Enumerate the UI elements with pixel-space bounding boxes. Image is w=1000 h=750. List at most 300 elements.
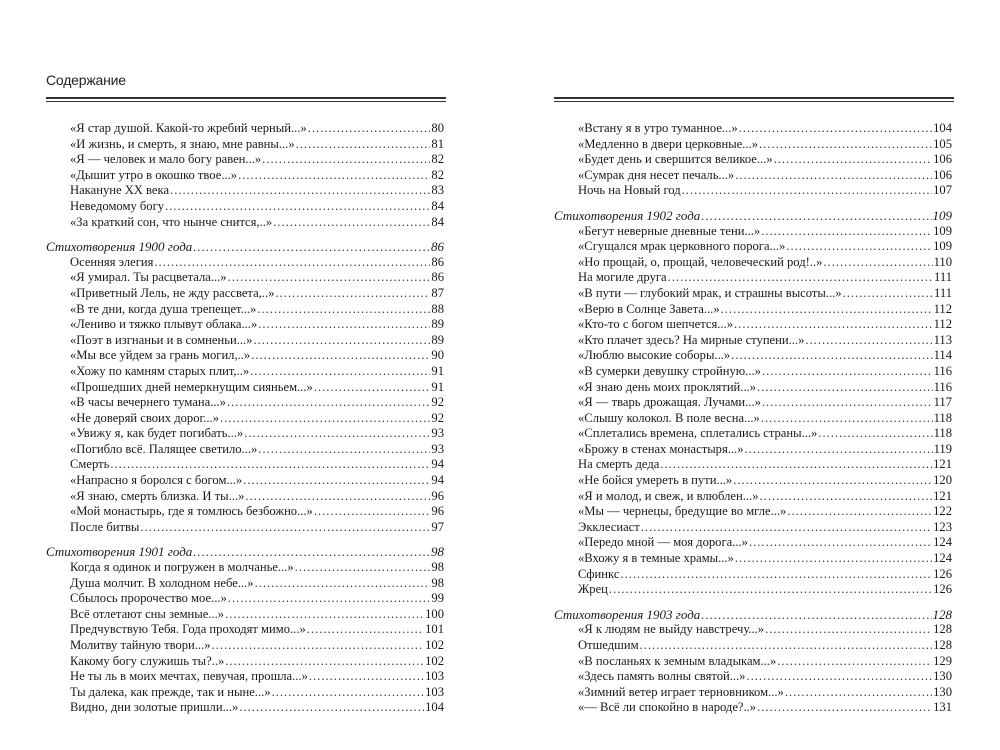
- entry-page-number: 111: [934, 285, 952, 300]
- dot-leader: [735, 168, 932, 184]
- toc-entry: [46, 489, 444, 505]
- entry-page-number: 109: [933, 239, 952, 254]
- dot-leader: [275, 286, 430, 302]
- toc-entry: [554, 535, 952, 551]
- entry-page-number: 116: [933, 379, 952, 394]
- dot-leader: [244, 426, 430, 442]
- dot-leader: [253, 333, 430, 349]
- entry-page-number: 87: [431, 285, 444, 300]
- entry-page-number: 86: [431, 254, 444, 269]
- entry-title: Стихотворения 1902 года: [554, 207, 701, 223]
- entry-title: Сбылось пророчество мое...»: [70, 591, 227, 606]
- entry-page-number: 128: [933, 622, 952, 637]
- entry-page-number: 126: [933, 566, 952, 581]
- toc-entry: [554, 286, 952, 302]
- entry-page-number: 112: [933, 301, 952, 316]
- entry-title: «Я — человек и мало богу равен...»: [70, 152, 262, 167]
- dot-leader: [314, 380, 431, 396]
- dot-leader: [761, 224, 932, 240]
- dot-leader: [761, 411, 933, 427]
- dot-leader: [762, 395, 933, 411]
- entry-title: «Я знаю, смерть близка. И ты...»: [70, 488, 245, 503]
- entry-page-number: 98: [431, 575, 444, 590]
- entry-title: Стихотворения 1901 года: [46, 544, 193, 560]
- dot-leader: [774, 152, 933, 168]
- entry-page-number: 86: [431, 239, 444, 255]
- entry-title: На могиле друга: [578, 270, 667, 285]
- toc-entry: [46, 607, 444, 623]
- toc-entry: [46, 168, 444, 184]
- entry-title: Ночь на Новый год: [578, 183, 681, 198]
- entry-title: Осенняя элегия: [70, 254, 154, 269]
- entry-title: Жрец: [578, 582, 608, 597]
- entry-title: Видно, дни золотые пришли...»: [70, 700, 239, 715]
- dot-leader: [843, 286, 933, 302]
- entry-page-number: 116: [933, 363, 952, 378]
- entry-page-number: 90: [431, 348, 444, 363]
- entry-page-number: 113: [933, 332, 952, 347]
- entry-page-number: 100: [425, 606, 444, 621]
- entry-title: «Слышу колокол. В поле весна...»: [578, 410, 760, 425]
- toc-entry: [46, 199, 444, 215]
- toc-entry: [46, 317, 444, 333]
- entry-page-number: 91: [431, 363, 444, 378]
- toc-entry: [46, 137, 444, 153]
- toc-entry: [554, 333, 952, 349]
- toc-entry: [554, 489, 952, 505]
- entry-page-number: 121: [933, 488, 952, 503]
- toc-entry: [554, 504, 952, 520]
- toc-entry: [554, 270, 952, 286]
- toc-entry: [46, 183, 444, 199]
- dot-leader: [668, 270, 933, 286]
- entry-page-number: 84: [431, 214, 444, 229]
- entry-page-number: 86: [431, 270, 444, 285]
- entry-title: Молитву тайную твори...»: [70, 638, 211, 652]
- entry-page-number: 94: [431, 457, 444, 472]
- entry-title: «Вхожу я в темные храмы...»: [578, 551, 734, 566]
- entry-title: Неведомому богу: [70, 198, 165, 213]
- entry-title: «Кто плачет здесь? На мирные ступени...»: [578, 332, 805, 347]
- entry-page-number: 91: [431, 379, 444, 394]
- toc-entry: [554, 582, 952, 598]
- entry-title: «Поэт в изгнаньи и в сомненьи...»: [70, 332, 253, 347]
- entry-page-number: 117: [933, 395, 952, 410]
- dot-leader: [759, 137, 932, 153]
- entry-page-number: 128: [933, 638, 952, 652]
- dot-leader: [170, 183, 430, 199]
- toc-entry: [46, 215, 444, 231]
- entry-page-number: 111: [934, 270, 952, 285]
- entry-page-number: 96: [431, 488, 444, 503]
- entry-title: «В те дни, когда душа трепещет...»: [70, 301, 257, 316]
- toc-column-right: [554, 121, 952, 716]
- toc-entry: [46, 380, 444, 396]
- dot-leader: [757, 700, 932, 716]
- dot-leader: [220, 411, 430, 427]
- dot-leader: [786, 239, 932, 255]
- dot-leader: [760, 489, 933, 505]
- entry-page-number: 81: [431, 136, 444, 151]
- entry-page-number: 107: [933, 183, 952, 198]
- dot-leader: [739, 121, 932, 137]
- dot-leader: [239, 700, 424, 716]
- toc-entry: [554, 168, 952, 184]
- entry-page-number: 124: [933, 551, 952, 566]
- dot-leader: [818, 426, 932, 442]
- toc-entry: [554, 426, 952, 442]
- toc-entry: [46, 302, 444, 318]
- dot-leader: [765, 622, 932, 638]
- entry-page-number: 122: [933, 504, 952, 519]
- entry-title: «В пути — глубокий мрак, и страшны высоты...»: [578, 285, 842, 300]
- dot-leader: [228, 591, 431, 607]
- toc-entry: [46, 700, 444, 716]
- toc-entry: [554, 520, 952, 536]
- dot-leader: [250, 364, 430, 380]
- dot-leader: [154, 255, 430, 271]
- dot-leader: [272, 685, 425, 701]
- entry-title: «Зимний ветер играет терновником...»: [578, 684, 784, 699]
- entry-title: «Брожу в стенах монастыря...»: [578, 441, 744, 456]
- toc-entry: [46, 654, 444, 670]
- dot-leader: [193, 239, 430, 255]
- dot-leader: [193, 544, 430, 560]
- entry-page-number: 130: [933, 669, 952, 684]
- entry-title: «Я умирал. Ты расцветала...»: [70, 270, 227, 285]
- entry-title: Стихотворения 1900 года: [46, 239, 193, 255]
- toc-entry: [554, 121, 952, 137]
- entry-page-number: 109: [933, 223, 952, 238]
- entry-page-number: 101: [425, 622, 444, 637]
- toc-entry: [46, 442, 444, 458]
- dot-leader: [314, 504, 431, 520]
- dot-leader: [255, 576, 431, 592]
- entry-title: «Медленно в двери церковные...»: [578, 136, 758, 151]
- entry-title: «Лениво и тяжко плывут облака...»: [70, 317, 258, 332]
- entry-title: Смерть: [70, 457, 110, 472]
- entry-title: На смерть деда: [578, 457, 660, 472]
- dot-leader: [701, 607, 931, 623]
- dot-leader: [734, 317, 933, 333]
- toc-entry: [46, 364, 444, 380]
- toc-entry: [46, 638, 444, 654]
- entry-page-number: 82: [431, 167, 444, 182]
- entry-title: «Люблю высокие соборы...»: [578, 348, 731, 363]
- toc-entry: [554, 302, 952, 318]
- toc-section-heading: [46, 544, 444, 560]
- entry-title: Душа молчит. В холодном небе...»: [70, 575, 254, 590]
- toc-column-left: [46, 121, 444, 716]
- entry-page-number: 102: [425, 653, 444, 668]
- entry-page-number: 131: [933, 700, 952, 715]
- entry-page-number: 99: [431, 591, 444, 606]
- toc-entry: [554, 700, 952, 716]
- toc-entry: [46, 152, 444, 168]
- toc-entry: [554, 638, 952, 654]
- dot-leader: [212, 638, 425, 654]
- entry-page-number: 92: [431, 410, 444, 425]
- entry-title: Отшедшим: [578, 638, 639, 652]
- entry-title: «Хожу по камням старых плит,..»: [70, 363, 250, 378]
- dot-leader: [228, 270, 431, 286]
- toc-entry: [46, 426, 444, 442]
- toc-entry: [554, 239, 952, 255]
- entry-title: «Прошедших дней немеркнущим сияньем...»: [70, 379, 313, 394]
- dot-leader: [733, 473, 932, 489]
- toc-entry: [46, 473, 444, 489]
- page-header-title: Содержание: [46, 72, 126, 88]
- toc-entry: [554, 255, 952, 271]
- entry-title: «В сумерки девушку стройную...»: [578, 363, 761, 378]
- entry-page-number: 89: [431, 317, 444, 332]
- toc-entry: [554, 622, 952, 638]
- dot-leader: [682, 183, 932, 199]
- entry-page-number: 97: [431, 519, 444, 534]
- dot-leader: [731, 348, 932, 364]
- toc-section-heading: [554, 607, 952, 623]
- entry-page-number: 110: [933, 254, 952, 269]
- toc-entry: [46, 395, 444, 411]
- entry-page-number: 129: [933, 653, 952, 668]
- dot-leader: [641, 520, 932, 536]
- entry-title: «Дышит утро в окошко твое...»: [70, 167, 238, 182]
- dot-leader: [110, 457, 430, 473]
- dot-leader: [225, 607, 424, 623]
- toc-entry: [554, 137, 952, 153]
- toc-entry: [46, 504, 444, 520]
- dot-leader: [308, 121, 431, 137]
- header-rule-right: [554, 97, 954, 99]
- entry-page-number: 121: [933, 457, 952, 472]
- dot-leader: [238, 168, 430, 184]
- toc-entry: [554, 183, 952, 199]
- entry-title: «В посланьях к земным владыкам...»: [578, 653, 777, 668]
- dot-leader: [640, 638, 933, 654]
- entry-title: «Погибло всё. Палящее светило...»: [70, 441, 258, 456]
- dot-leader: [762, 364, 933, 380]
- toc-entry: [46, 255, 444, 271]
- entry-title: После битвы: [70, 519, 140, 534]
- entry-title: «Бегут неверные дневные тени...»: [578, 223, 761, 238]
- entry-page-number: 120: [933, 473, 952, 488]
- entry-title: «Сплетались времена, сплетались страны...»: [578, 426, 818, 441]
- dot-leader: [257, 302, 430, 318]
- dot-leader: [745, 442, 933, 458]
- entry-page-number: 106: [933, 167, 952, 182]
- toc-entry: [554, 442, 952, 458]
- entry-page-number: 89: [431, 332, 444, 347]
- toc-entry: [46, 333, 444, 349]
- entry-title: «Я и молод, и свеж, и влюблен...»: [578, 488, 759, 503]
- toc-entry: [46, 348, 444, 364]
- toc-entry: [554, 395, 952, 411]
- toc-entry: [554, 152, 952, 168]
- toc-entry: [46, 576, 444, 592]
- dot-leader: [309, 669, 424, 685]
- entry-title: «Не бойся умереть в пути...»: [578, 473, 733, 488]
- entry-title: «Я к людям не выйду навстречу...»: [578, 622, 765, 637]
- entry-page-number: 83: [431, 183, 444, 198]
- entry-title: Стихотворения 1903 года: [554, 606, 701, 622]
- dot-leader: [165, 199, 430, 215]
- toc-entry: [554, 654, 952, 670]
- entry-title: «Кто-то с богом шепчется...»: [578, 317, 734, 332]
- dot-leader: [823, 255, 932, 271]
- entry-title: «Будет день и свершится великое...»: [578, 152, 773, 167]
- toc-entry: [554, 669, 952, 685]
- toc-entry: [554, 685, 952, 701]
- entry-page-number: 112: [933, 317, 952, 332]
- entry-page-number: 103: [425, 684, 444, 699]
- dot-leader: [749, 535, 932, 551]
- entry-title: «Встану я в утро туманное...»: [578, 121, 738, 135]
- entry-title: Сфинкс: [578, 566, 620, 581]
- entry-title: «Я стар душой. Какой-то жребий черный...»: [70, 121, 307, 135]
- entry-title: «Не доверяй своих дорог...»: [70, 410, 219, 425]
- dot-leader: [735, 551, 932, 567]
- toc-entry: [554, 380, 952, 396]
- entry-title: Когда я одинок и погружен в молчанье...»: [70, 560, 294, 575]
- entry-title: «Верю в Солнце Завета...»: [578, 301, 720, 316]
- dot-leader: [262, 152, 430, 168]
- toc-entry: [554, 224, 952, 240]
- dot-leader: [785, 685, 932, 701]
- dot-leader: [721, 302, 933, 318]
- entry-page-number: 130: [933, 684, 952, 699]
- toc-section-heading: [46, 239, 444, 255]
- entry-page-number: 106: [933, 152, 952, 167]
- dot-leader: [757, 380, 933, 396]
- toc-entry: [46, 411, 444, 427]
- entry-page-number: 104: [933, 121, 952, 135]
- toc-entry: [46, 520, 444, 536]
- entry-page-number: 103: [425, 669, 444, 684]
- entry-title: «Мы все уйдем за грань могил,..»: [70, 348, 251, 363]
- dot-leader: [140, 520, 430, 536]
- toc-entry: [554, 567, 952, 583]
- toc-entry: [46, 560, 444, 576]
- entry-page-number: 98: [431, 544, 444, 560]
- entry-page-number: 84: [431, 198, 444, 213]
- entry-title: «И жизнь, и смерть, я знаю, мне равны...»: [70, 136, 295, 151]
- entry-page-number: 80: [431, 121, 444, 135]
- dot-leader: [258, 317, 430, 333]
- entry-title: «За краткий сон, что нынче снится,..»: [70, 214, 273, 229]
- entry-title: «— Всё ли спокойно в народе?..»: [578, 700, 757, 715]
- dot-leader: [660, 457, 932, 473]
- toc-entry: [46, 457, 444, 473]
- dot-leader: [307, 622, 424, 638]
- entry-title: Предчувствую Тебя. Года проходят мимо...»: [70, 622, 306, 637]
- entry-title: «Сгущался мрак церковного порога...»: [578, 239, 786, 254]
- entry-title: Не ты ль в моих мечтах, певучая, прошла...»: [70, 669, 308, 684]
- toc-entry: [46, 121, 444, 137]
- dot-leader: [609, 582, 932, 598]
- entry-page-number: 102: [425, 638, 444, 652]
- dot-leader: [225, 654, 424, 670]
- entry-page-number: 88: [431, 301, 444, 316]
- entry-title: «Сумрак дня несет печаль...»: [578, 167, 735, 182]
- toc-entry: [46, 622, 444, 638]
- dot-leader: [805, 333, 932, 349]
- entry-page-number: 105: [933, 136, 952, 151]
- entry-title: Ты далека, как прежде, так и ныне...»: [70, 684, 271, 699]
- entry-title: «Передо мной — моя дорога...»: [578, 535, 748, 550]
- entry-page-number: 98: [431, 560, 444, 575]
- entry-page-number: 93: [431, 426, 444, 441]
- entry-title: «Мы — чернецы, бредущие во мгле...»: [578, 504, 787, 519]
- dot-leader: [273, 215, 430, 231]
- toc-entry: [554, 473, 952, 489]
- entry-page-number: 124: [933, 535, 952, 550]
- entry-title: Какому богу служишь ты?..»: [70, 653, 225, 668]
- entry-page-number: 93: [431, 441, 444, 456]
- entry-page-number: 104: [425, 700, 444, 715]
- entry-title: «В часы вечернего тумана...»: [70, 395, 226, 410]
- entry-page-number: 82: [431, 152, 444, 167]
- entry-title: Экклесиаст: [578, 519, 640, 534]
- entry-page-number: 126: [933, 582, 952, 597]
- entry-title: «Но прощай, о, прощай, человеческий род!..»: [578, 254, 823, 269]
- toc-entry: [554, 317, 952, 333]
- toc-entry: [46, 591, 444, 607]
- toc-entry: [554, 551, 952, 567]
- entry-title: «Мой монастырь, где я томлюсь безбожно...»: [70, 504, 313, 519]
- dot-leader: [245, 489, 430, 505]
- entry-page-number: 118: [933, 410, 952, 425]
- dot-leader: [251, 348, 430, 364]
- entry-title: «Здесь память волны святой...»: [578, 669, 746, 684]
- entry-title: Всё отлетают сны земные...»: [70, 606, 225, 621]
- toc-entry: [554, 364, 952, 380]
- dot-leader: [746, 669, 932, 685]
- dot-leader: [787, 504, 932, 520]
- dot-leader: [258, 442, 430, 458]
- toc-section-heading: [554, 208, 952, 224]
- toc-entry: [46, 270, 444, 286]
- entry-page-number: 96: [431, 504, 444, 519]
- entry-page-number: 118: [933, 426, 952, 441]
- toc-entry: [554, 411, 952, 427]
- toc-entry: [554, 348, 952, 364]
- toc-entry: [46, 286, 444, 302]
- dot-leader: [296, 137, 431, 153]
- entry-page-number: 123: [933, 519, 952, 534]
- dot-leader: [227, 395, 430, 411]
- entry-page-number: 114: [933, 348, 952, 363]
- dot-leader: [620, 567, 932, 583]
- dot-leader: [777, 654, 932, 670]
- entry-title: «Приветный Лель, не жду рассвета,..»: [70, 285, 275, 300]
- entry-title: Накануне XX века: [70, 183, 170, 198]
- entry-title: «Я — тварь дрожащая. Лучами...»: [578, 395, 761, 410]
- entry-title: «Увижу я, как будет погибать...»: [70, 426, 244, 441]
- entry-page-number: 109: [932, 207, 952, 223]
- entry-title: «Я знаю день моих проклятий...»: [578, 379, 757, 394]
- dot-leader: [701, 208, 931, 224]
- dot-leader: [243, 473, 430, 489]
- entry-page-number: 128: [932, 606, 952, 622]
- toc-entry: [554, 457, 952, 473]
- dot-leader: [295, 560, 431, 576]
- entry-page-number: 92: [431, 395, 444, 410]
- entry-page-number: 119: [933, 441, 952, 456]
- entry-title: «Напрасно я боролся с богом...»: [70, 473, 243, 488]
- toc-entry: [46, 685, 444, 701]
- header-rule-left: [46, 97, 446, 99]
- entry-page-number: 94: [431, 473, 444, 488]
